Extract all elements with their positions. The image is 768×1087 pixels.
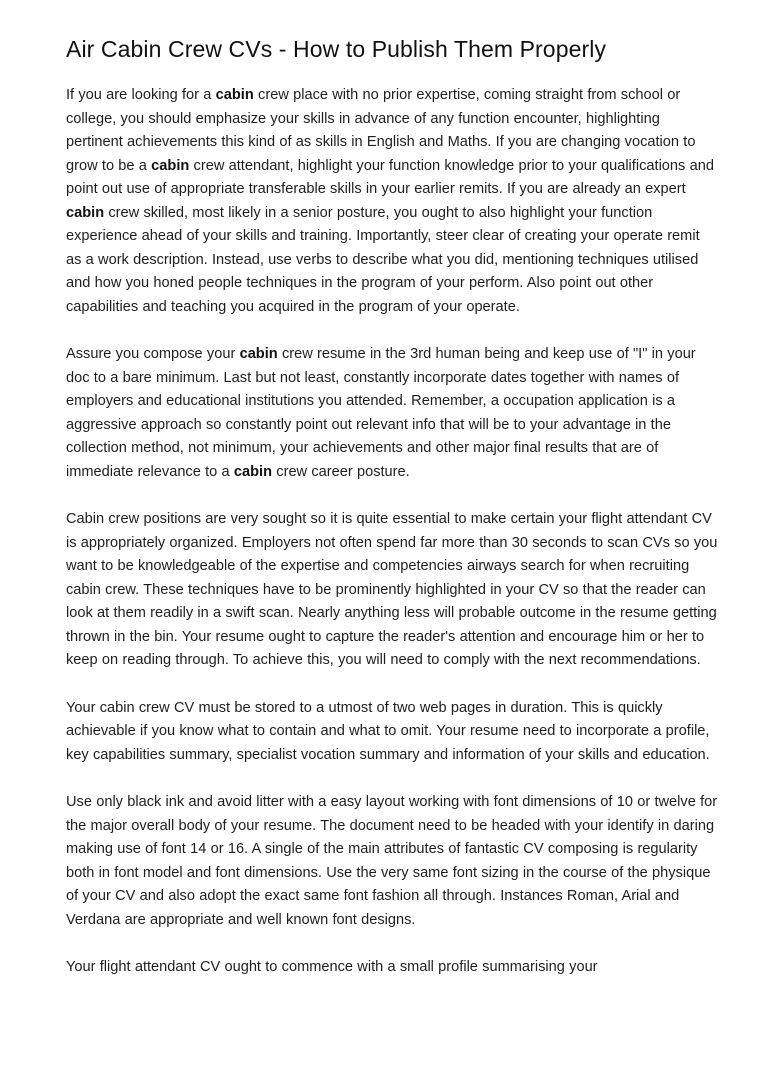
bold-keyword: cabin	[215, 87, 254, 103]
paragraph	[66, 791, 718, 932]
text-segment: Your cabin crew CV must be stored to a utmost of two web pages in duration. This is quickly achievable if you know what to contain and what to omit. Your resume need to incorporate a profile, key capabilities summary, specialist vocation summary and information of your skills and education.	[66, 699, 710, 763]
text-segment: If you are looking for a	[66, 87, 216, 103]
text-segment: crew place with no prior expertise, coming straight from school or college, you should emphasize your skills in advance of any function encounter, highlighting pertinent achievements this kind of as skills in English and Maths. If you are changing vocation to grow to be a	[66, 87, 696, 174]
document-title: Air Cabin Crew CVs - How to Publish Them Properly	[66, 36, 607, 62]
text-segment: Use only black ink and avoid litter with a easy layout working with font dimensions of 10 or twelve for the major overall body of your resume. The document need to be headed with your identify in daring making use of font 14 or 16. A single of the main attributes of fantastic CV composing is regularity both in font model and font dimensions. Use the very same font sizing in the course of the physique of your CV and also adopt the exact same font fashion all through. Instances Roman, Arial and Verdana are appropriate and well known font designs.	[66, 794, 718, 928]
text-segment: Assure you compose your	[66, 346, 240, 362]
text-segment: crew attendant, highlight your function knowledge prior to your qualifications and point out use of appropriate transferable skills in your earlier remits. If you are already an expert	[66, 157, 714, 197]
bold-keyword: cabin	[233, 463, 273, 480]
text-segment: Your flight attendant CV ought to commence with a small profile summarising your	[66, 959, 598, 975]
text-segment: crew skilled, most likely in a senior posture, you ought to also highlight your function experience ahead of your skills and training. Importantly, steer clear of creating your operate remit as a work description. Instead, use verbs to describe what you did, mentioning techniques utilised and how you honed people techniques in the program of your perform. Also point out other capabilities and teaching you acquired in the program of your operate.	[66, 204, 700, 315]
text-segment: Cabin crew positions are very sought so it is quite essential to make certain your flight attendant CV is appropriately organized. Employers not often spend far more than 30 seconds to scan CVs so you want to be knowledgeable of the expertise and competencies airways search for when recruiting cabin crew. These techniques have to be prominently highlighted in your CV so that the reader can look at them readily in a swift scan. Nearly anything less will probable outcome in the resume getting thrown in the bin. Your resume ought to capture the reader's attention and encourage him or her to keep on reading through. To achieve this, you will need to comply with the next recommendations.	[66, 511, 718, 668]
paragraph	[66, 697, 718, 768]
text-segment: crew career posture.	[272, 463, 410, 480]
paragraph	[66, 343, 718, 484]
paragraph	[66, 508, 718, 673]
paragraph	[66, 956, 718, 980]
paragraph	[66, 84, 718, 319]
bold-keyword: cabin	[151, 157, 190, 174]
bold-keyword: cabin	[239, 346, 278, 362]
document-body	[66, 84, 718, 980]
text-segment: crew resume in the 3rd human being and keep use of "I" in your doc to a bare minimum. Last but not least, constantly incorporate dates together with names of employers and educational institutions you attended. Remember, a occupation application is a aggressive approach so constantly point out relevant info that will be to your advantage in the collection method, not minimum, your achievements and other major final results that are of immediate relevance to a	[66, 346, 696, 480]
bold-keyword: cabin	[66, 204, 105, 221]
